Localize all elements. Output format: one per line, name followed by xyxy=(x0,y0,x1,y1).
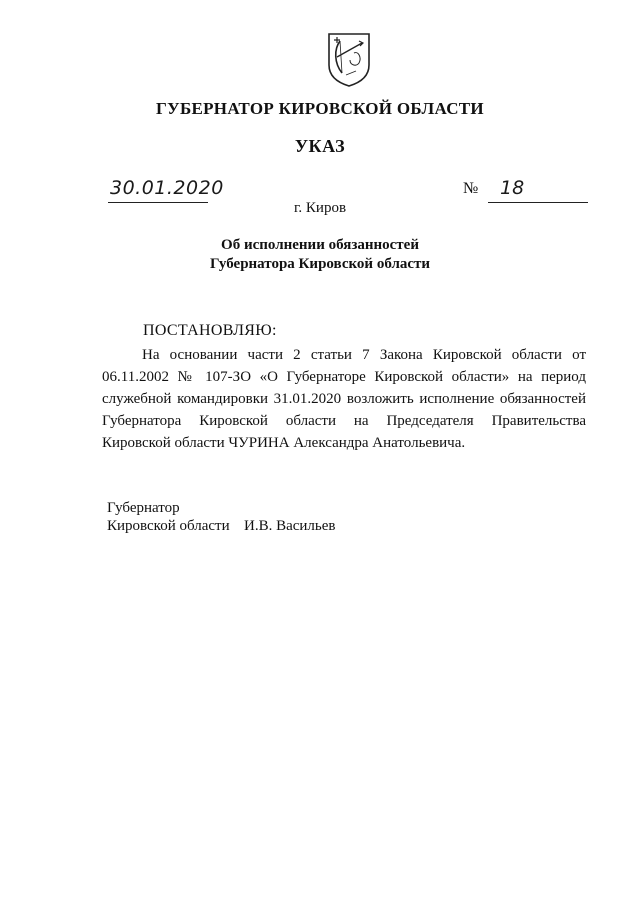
decree-subject xyxy=(0,236,640,274)
decree-operative-word: ПОСТАНОВЛЯЮ: xyxy=(143,322,277,339)
decree-body-paragraph: На основании части 2 статьи 7 Закона Кировской области от 06.11.2002 № 107-ЗО «О Губернаторе Кировской области» на период служебной командировки 31.01.2020 возложить исполнение обязанностей Губернатора Кировской области на Председателя Правительства Кировской области ЧУРИНА Александра Анатольевича. xyxy=(102,347,586,451)
subject-line-1: Об исполнении обязанностей xyxy=(221,237,419,253)
signatory-position: Губернатор xyxy=(107,500,180,516)
subject-line-2: Губернатора Кировской области xyxy=(209,256,431,272)
issuing-authority: ГУБЕРНАТОР КИРОВСКОЙ ОБЛАСТИ xyxy=(156,99,484,118)
coat-of-arms-icon xyxy=(326,31,372,87)
decree-number: 18 xyxy=(500,177,525,199)
document-type: УКАЗ xyxy=(294,136,346,156)
signatory-region: Кировской области xyxy=(107,518,230,534)
number-sign: № xyxy=(463,180,479,197)
city: г. Киров xyxy=(293,200,347,216)
signatory-name: И.В. Васильев xyxy=(244,518,336,534)
decree-date: 30.01.2020 xyxy=(110,177,224,199)
